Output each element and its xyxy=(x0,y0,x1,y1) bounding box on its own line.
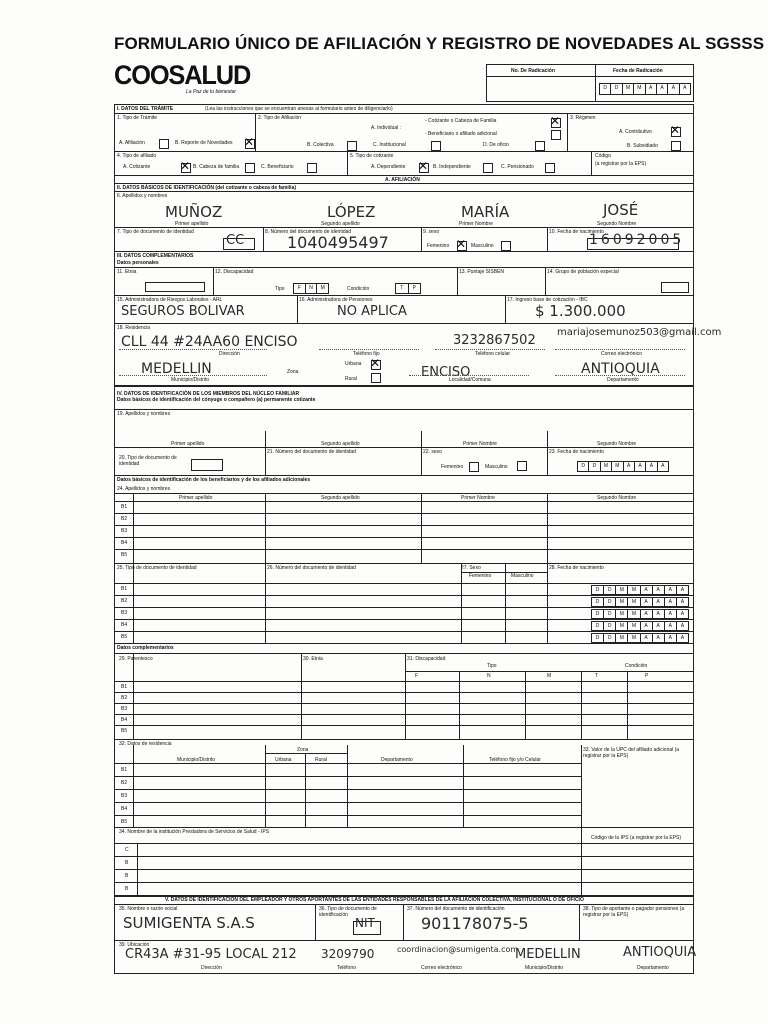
pensionado-label: C. Pensionado xyxy=(501,164,534,170)
grid-line xyxy=(581,671,582,739)
f32-zona-label: Zona xyxy=(297,747,309,753)
grid-line xyxy=(265,745,266,827)
grid-line xyxy=(115,789,581,790)
grid-line xyxy=(547,563,548,643)
f39-direccion-label: Dirección xyxy=(201,965,222,971)
grid-line xyxy=(115,619,693,620)
grid-line xyxy=(265,563,266,643)
radicacion-date-label: Fecha de Radicación xyxy=(613,68,663,74)
brand-logo: COOSALUD xyxy=(114,60,251,90)
f36-label: 36. Tipo de documento de identificación xyxy=(319,906,377,918)
f32-municipio-label: Municipio/Distrito xyxy=(177,757,216,763)
tipo-doc-label: 7. Tipo de documento de identidad xyxy=(117,229,194,235)
grid-line xyxy=(547,493,548,563)
pensionado-checkbox[interactable] xyxy=(545,163,555,173)
f24-row-field[interactable] xyxy=(135,526,691,537)
empleador-value[interactable]: SUMIGENTA S.A.S xyxy=(123,914,255,932)
f27-masculino: Masculino xyxy=(511,573,534,579)
ips-row-label: C xyxy=(125,847,129,853)
c-beneficiario-label: C. Beneficiario xyxy=(261,164,294,170)
disc-cell-label: P xyxy=(645,673,649,679)
urbana-label: Urbana xyxy=(345,361,362,367)
grid-line xyxy=(405,653,406,739)
tipo-tramite-label: 1. Tipo de Trámite xyxy=(117,115,158,121)
grid-line xyxy=(115,843,693,844)
f19-segundo-nombre: Segundo Nombre xyxy=(597,441,637,447)
reporte-checkbox[interactable] xyxy=(245,139,255,149)
f28-label: 28. Fecha de nacimiento xyxy=(549,565,604,571)
correo-emp-value[interactable]: coordinacion@sumigenta.com xyxy=(397,945,519,954)
arl-value[interactable]: SEGUROS BOLIVAR xyxy=(121,304,245,319)
fecha-nac-label: 10. Fecha de nacimiento xyxy=(549,229,604,235)
f32-telefono-label: Teléfono fijo y/o Celular xyxy=(489,757,541,763)
cabeza-familia-checkbox[interactable] xyxy=(245,163,255,173)
grupo-poblacion-label: 14. Grupo de población especial xyxy=(547,269,619,275)
benef-title: Datos básicos de identificación de los beneficiarios y de los afiliados adicionales xyxy=(117,477,311,483)
etnia-box[interactable] xyxy=(145,282,205,292)
grid-line xyxy=(581,827,582,895)
ips-row-label: B xyxy=(125,860,129,866)
grid-line xyxy=(115,692,693,693)
zona-label: Zona xyxy=(287,369,299,375)
f19-segundo-apellido: Segundo apellido xyxy=(321,441,360,447)
colectiva-label: B. Colectiva xyxy=(307,142,334,148)
institucional-label: C. Institucional xyxy=(373,142,406,148)
grid-line xyxy=(115,607,693,608)
row-label: B2 xyxy=(121,780,128,786)
grid-line xyxy=(137,843,138,895)
section-5-title: V. DATOS DE IDENTIFICACIÓN DEL EMPLEADOR Y OTROS APORTANTES DE LAS ENTIDADES RESPONSABLES DE LA AFILIACIÓN COLECTIVA, INSTITUCIONAL O DE OFICIO xyxy=(165,897,584,903)
grid-line xyxy=(265,493,266,563)
grid-line xyxy=(525,671,526,739)
row-label: B1 xyxy=(121,767,128,773)
f22-femenino: Femenino xyxy=(441,464,464,470)
section-3-title: III. DATOS COMPLEMENTARIOS xyxy=(117,253,194,259)
complementarios-label: Datos complementarios xyxy=(117,645,174,651)
f32-label: 32. Datos de residencia xyxy=(119,741,172,747)
f24-primer-apellido: Primer apellido xyxy=(179,495,213,501)
ubicacion-value[interactable]: CR43A #31-95 LOCAL 212 xyxy=(125,947,297,962)
f33-label: 33. Valor de la UPC del afiliado adicional (a registrar por la EPS) xyxy=(583,747,680,759)
f24-segundo-apellido: Segundo apellido xyxy=(321,495,360,501)
f39-correo-label: Correo electrónico xyxy=(421,965,462,971)
row-label: B2 xyxy=(121,695,128,701)
f28-date-cells[interactable]: D D M M A A A A xyxy=(591,609,689,619)
row-label: B1 xyxy=(121,504,128,510)
grid-line xyxy=(405,671,693,672)
primer-apellido-label: Primer apellido xyxy=(175,221,209,227)
direccion-label: Dirección xyxy=(219,351,240,357)
rural-checkbox[interactable] xyxy=(371,373,381,383)
form-body xyxy=(114,104,722,974)
subsidiado-checkbox[interactable] xyxy=(671,141,681,151)
tipo-afiliacion-label: 2. Tipo de Afiliación xyxy=(258,115,302,121)
codigo-label: Código xyxy=(595,153,611,159)
f32-urbana-label: Urbana xyxy=(275,757,292,763)
row-label: B4 xyxy=(121,806,128,812)
f24-row-field[interactable] xyxy=(135,514,691,525)
row-label: B4 xyxy=(121,622,128,628)
tipo-cotizante-label: 5. Tipo de cotizante xyxy=(350,153,394,159)
row-label: B5 xyxy=(121,552,128,558)
section-1-title: I. DATOS DEL TRÁMITE xyxy=(117,106,174,112)
discapacidad-label: 12. Discapacidad xyxy=(215,269,254,275)
num-doc-label: 8. Número del documento de identidad xyxy=(265,229,352,235)
radicacion-box xyxy=(486,64,694,102)
f28-date-cells[interactable]: D D M M A A A A xyxy=(591,597,689,607)
f19-primer-apellido: Primer apellido xyxy=(171,441,205,447)
femenino-checkbox[interactable] xyxy=(457,241,467,251)
f24-row-field[interactable] xyxy=(135,538,691,549)
f19-primer-nombre: Primer Nombre xyxy=(463,441,497,447)
grid-line xyxy=(133,563,134,643)
row-label: B3 xyxy=(121,793,128,799)
beneficiario-label: - Beneficiario o afiliado adicional xyxy=(425,131,497,137)
cotizante-label: A. Cotizante xyxy=(123,164,151,170)
correo-label: Correo electrónico xyxy=(601,351,642,357)
f22-label: 22. sexo xyxy=(423,449,442,455)
cotizante-cabeza-checkbox[interactable] xyxy=(551,118,561,128)
primer-apellido-value[interactable]: MUÑOZ xyxy=(165,203,223,221)
grid-line xyxy=(115,776,581,777)
segundo-apellido-value[interactable]: LÓPEZ xyxy=(327,203,376,221)
localidad-label: Localidad/Comuna xyxy=(449,377,491,383)
fecha-nac-value: 16092005 xyxy=(589,232,685,248)
grid-line xyxy=(115,882,693,883)
direccion-value[interactable]: CLL 44 #24AA60 ENCISO xyxy=(121,334,298,350)
nombres-label: 6. Apellidos y nombres xyxy=(117,193,168,199)
depto-emp-value[interactable]: ANTIOQUIA xyxy=(623,945,697,960)
afiliacion-header: A. AFILIACIÓN xyxy=(385,177,420,183)
grid-line xyxy=(133,493,134,563)
tipo-doc-value: CC xyxy=(226,233,245,248)
ips-row-label: B xyxy=(125,886,129,892)
f24-row-field[interactable] xyxy=(135,502,691,513)
f22-masculino-checkbox[interactable] xyxy=(517,461,527,471)
grid-line xyxy=(115,856,693,857)
row-label: B4 xyxy=(121,540,128,546)
nit-value[interactable]: 901178075-5 xyxy=(421,914,529,933)
disc-cell-label: M xyxy=(547,673,552,679)
grid-line xyxy=(459,671,460,739)
f35-label: 35. Nombre o razón social xyxy=(119,906,178,912)
beneficiario-checkbox[interactable] xyxy=(551,130,561,140)
f27-femenino: Femenino xyxy=(469,573,492,579)
primer-nombre-value[interactable]: MARÍA xyxy=(461,203,510,221)
grid-line xyxy=(505,563,506,643)
correo-value[interactable]: mariajosemunoz503@gmail.com xyxy=(557,327,722,338)
f21-label: 21. Número del documento de identidad xyxy=(267,449,356,455)
municipio-label: Municipio/Distrito xyxy=(171,377,210,383)
grid-line xyxy=(115,869,693,870)
grid-line xyxy=(461,563,462,643)
row-label: B1 xyxy=(121,684,128,690)
f31-condicion-label: Condición xyxy=(625,663,648,669)
f27-label: 27. Sexo xyxy=(461,565,481,571)
segundo-apellido-label: Segundo apellido xyxy=(321,221,360,227)
section-4-title: IV. DATOS DE IDENTIFICACIÓN DE LOS MIEMBROS DEL NÚCLEO FAMILIAR xyxy=(117,391,300,397)
f24-segundo-nombre: Segundo Nombre xyxy=(597,495,637,501)
f31-tipo-label: Tipo xyxy=(487,663,497,669)
f20-label: 20. Tipo de documento de identidad xyxy=(119,455,177,467)
grid-line xyxy=(265,753,347,754)
row-label: B5 xyxy=(121,728,128,734)
row-label: B1 xyxy=(121,586,128,592)
radicacion-date-cells: D D M M A A A A xyxy=(599,83,691,95)
grupo-poblacion-box[interactable] xyxy=(661,282,689,293)
grid-line xyxy=(461,572,547,573)
row-label: B2 xyxy=(121,598,128,604)
num-doc-value[interactable]: 1040495497 xyxy=(287,233,389,252)
grid-line xyxy=(115,583,693,584)
afiliacion-checkbox[interactable] xyxy=(159,139,169,149)
f23-label: 23. Fecha de nacimiento xyxy=(549,449,604,455)
sexo-label: 9. sexo xyxy=(423,229,440,235)
grid-line xyxy=(115,802,581,803)
section-2-title: II. DATOS BÁSICOS DE IDENTIFICACIÓN (del cotizante o cabeza de familia) xyxy=(117,185,297,191)
f32-departamento-label: Departamento xyxy=(381,757,413,763)
institucional-checkbox[interactable] xyxy=(431,141,441,151)
tel-celular-label: Teléfono celular xyxy=(475,351,511,357)
f28-date-cells[interactable]: D D M M A A A A xyxy=(591,621,689,631)
contributivo-label: A. Contributivo xyxy=(619,129,652,135)
femenino-label: Femenino xyxy=(427,243,450,249)
residencia-label: 18. Residencia xyxy=(117,325,151,331)
disc-tipo-cells[interactable]: F N M xyxy=(293,283,329,294)
grid-line xyxy=(115,725,693,726)
codigo-note: (a registrar por la EPS) xyxy=(595,161,647,167)
primer-nombre-label: Primer Nombre xyxy=(459,221,493,227)
tel-fijo-label: Teléfono fijo xyxy=(353,351,380,357)
individual-label: A. Individual : xyxy=(371,125,402,131)
datos-personales-label: Datos personales xyxy=(117,260,159,266)
f30-label: 30. Etnia xyxy=(303,656,323,662)
row-label: B3 xyxy=(121,706,128,712)
independiente-label: B. Independiente xyxy=(433,164,471,170)
disc-cell-label: F xyxy=(415,673,419,679)
contributivo-checkbox[interactable] xyxy=(671,127,681,137)
de-oficio-label: D. De oficio xyxy=(483,142,509,148)
f39-municipio-label: Municipio/Distrito xyxy=(525,965,564,971)
dependiente-label: A. Dependiente xyxy=(371,164,406,170)
row-label: B5 xyxy=(121,819,128,825)
f32-rural-label: Rural xyxy=(315,757,327,763)
f29-label: 29. Parentesco xyxy=(119,656,153,662)
subsidiado-label: B. Subsidiado xyxy=(627,143,658,149)
cabeza-familia-label: B. Cabeza de familia xyxy=(193,164,240,170)
ibc-label: 17. Ingreso base de cotización - IBC xyxy=(507,297,588,303)
grid-line xyxy=(115,815,581,816)
section-1-note: (Lea las instrucciones que se encuentran anexas al formulario antes de diligenciarlo) xyxy=(205,106,393,112)
f25-label: 25. Tipo de documento de identidad xyxy=(117,565,197,571)
grid-line xyxy=(115,714,693,715)
f38-label: 38. Tipo de aportante o pagador pensiones (a registrar por la EPS) xyxy=(583,906,685,918)
ips-row-label: B xyxy=(125,873,129,879)
afiliacion-label: A. Afiliación xyxy=(119,140,145,146)
row-label: B3 xyxy=(121,610,128,616)
departamento-label: Departamento xyxy=(607,377,639,383)
dependiente-checkbox[interactable] xyxy=(419,163,429,173)
row-label: B4 xyxy=(121,717,128,723)
disc-condicion-label: Condición xyxy=(347,286,370,292)
grid-line xyxy=(115,681,693,682)
f39-telefono-label: Teléfono xyxy=(337,965,356,971)
segundo-nombre-value[interactable]: JOSÉ xyxy=(603,201,639,219)
f31-label: 31. Discapacidad xyxy=(407,656,446,662)
segundo-nombre-label: Segundo Nombre xyxy=(597,221,637,227)
independiente-checkbox[interactable] xyxy=(483,163,493,173)
tel-emp-value[interactable]: 3209790 xyxy=(321,947,375,961)
pensiones-value[interactable]: NO APLICA xyxy=(337,304,407,319)
grid-line xyxy=(421,493,422,563)
grid-line xyxy=(627,671,628,739)
f26-label: 26. Número del documento de identidad xyxy=(267,565,356,571)
disc-tipo-label: Tipo xyxy=(275,286,285,292)
f34-label: 34. Nombre de la institución Prestadora de Servicios de Salud - IPS xyxy=(119,829,270,835)
arl-label: 15. Administradora de Riesgos Laborales - ARL xyxy=(117,297,223,303)
disc-cell-label: N xyxy=(487,673,491,679)
celular-value[interactable]: 3232867502 xyxy=(453,333,536,348)
ips-code-label: Código de la IPS (a registrar por la EPS) xyxy=(591,835,682,841)
f23-date-cells[interactable]: D D M M A A A A xyxy=(577,461,669,472)
municipio-emp-value[interactable]: MEDELLIN xyxy=(515,947,581,962)
f19-label: 19. Apellidos y nombres xyxy=(117,411,171,417)
masculino-checkbox[interactable] xyxy=(501,241,511,251)
row-label: B2 xyxy=(121,516,128,522)
grid-line xyxy=(463,745,464,827)
f22-masculino: Masculino xyxy=(485,464,508,470)
disc-cell-label: T xyxy=(595,673,599,679)
rural-label: Rural xyxy=(345,376,357,382)
f39-label: 39. Ubicación xyxy=(119,942,150,948)
f22-femenino-checkbox[interactable] xyxy=(469,462,479,472)
cotizante-cabeza-label: - Cotizante o Cabeza de Familia xyxy=(425,118,497,124)
localidad-value[interactable]: ENCISO xyxy=(421,365,471,380)
masculino-label: Masculino xyxy=(471,243,494,249)
f24-primer-nombre: Primer Nombre xyxy=(461,495,495,501)
disc-condicion-cells[interactable]: T P xyxy=(395,283,421,294)
row-label: B5 xyxy=(121,634,128,640)
ibc-value[interactable]: $ 1.300.000 xyxy=(535,302,626,320)
form-title: FORMULARIO ÚNICO DE AFILIACIÓN Y REGISTRO DE NOVEDADES AL SGSSS xyxy=(114,34,765,53)
regimen-label: 3. Régimen xyxy=(570,115,596,121)
grid-line xyxy=(133,745,134,827)
grid-line xyxy=(347,745,348,827)
grid-line xyxy=(133,653,134,739)
f28-date-cells[interactable]: D D M M A A A A xyxy=(591,633,689,643)
f28-date-cells[interactable]: D D M M A A A A xyxy=(591,585,689,595)
grid-line xyxy=(581,745,582,827)
brand-slogan: La Paz de tu bienestar xyxy=(186,89,237,95)
puntaje-sisben-label: 13. Puntaje SISBEN xyxy=(459,269,505,275)
pensiones-label: 16. Administradora de Pensiones xyxy=(299,297,373,303)
f37-label: 37. Número del documento de identificación xyxy=(407,906,505,912)
tipo-afiliado-label: 4. Tipo de afiliado xyxy=(117,153,157,159)
f39-departamento-label: Departamento xyxy=(637,965,669,971)
f24-row-field[interactable] xyxy=(135,550,691,561)
grid-line xyxy=(115,763,581,764)
departamento-value[interactable]: ANTIOQUIA xyxy=(581,361,660,377)
cotizante-checkbox[interactable] xyxy=(181,163,191,173)
reporte-label: B. Reporte de Novedades xyxy=(175,140,233,146)
row-label: B3 xyxy=(121,528,128,534)
f20-box[interactable] xyxy=(191,459,223,471)
urbana-checkbox[interactable] xyxy=(371,360,381,370)
section-4-subtitle: Datos básicos de identificación del cónyuge o compañero (a) permanente cotizante xyxy=(117,397,316,403)
de-oficio-checkbox[interactable] xyxy=(535,141,545,151)
municipio-value[interactable]: MEDELLIN xyxy=(141,361,212,377)
grid-line xyxy=(115,595,693,596)
grid-line xyxy=(301,653,302,739)
etnia-label: 11. Etnia xyxy=(117,269,137,275)
c-beneficiario-checkbox[interactable] xyxy=(307,163,317,173)
f24-label: 24. Apellidos y nombres xyxy=(117,486,171,492)
colectiva-checkbox[interactable] xyxy=(347,141,357,151)
grid-line xyxy=(115,703,693,704)
radicacion-number-label: No. De Radicación xyxy=(511,68,555,74)
tipo-doc-emp-value: NIT xyxy=(355,916,375,930)
grid-line xyxy=(305,753,306,827)
grid-line xyxy=(115,631,693,632)
